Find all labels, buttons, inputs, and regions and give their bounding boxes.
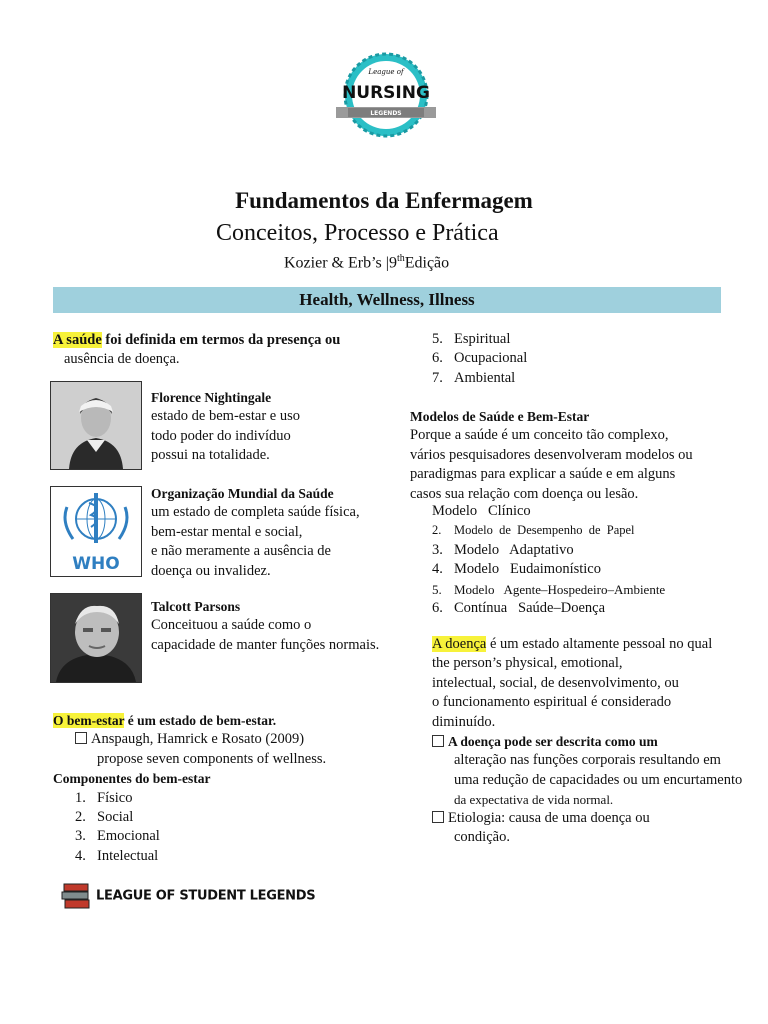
edition-suffix: th [396,253,405,264]
doenca-highlight: A doença [432,636,487,652]
svg-text:LEGENDS: LEGENDS [370,110,402,117]
logo-badge-icon [336,52,436,138]
list-item: 7. Ambiental [432,369,516,386]
document-subtitle: Conceitos, Processo e Prática [216,220,499,246]
list-item: 6. Ocupacional [432,350,528,367]
parsons-text: Talcott Parsons Conceituou a saúde como o capacidade de manter funções normais. [151,599,380,653]
book-stack-icon [60,880,92,912]
document-title: Fundamentos da Enfermagem [235,188,533,213]
models-list [432,502,665,618]
edition-label: Edição [404,254,450,272]
components-list-continued [432,330,527,388]
separator: | [385,254,389,272]
bullet-box-icon [432,735,444,747]
parsons-name: Talcott Parsons [151,599,241,614]
list-item: 5. Espiritual [432,331,511,347]
bullet-box-icon [432,811,444,823]
parsons-portrait [50,593,142,683]
bullet-box-icon [75,732,87,744]
svg-text:WHO: WHO [72,554,120,574]
list-item: 6. Contínua Saúde–Doença [432,600,606,617]
who-emblem-icon [51,487,141,576]
models-title: Modelos de Saúde e Bem-Estar [410,409,590,424]
oms-text: Organização Mundial da Saúde um estado de completa saúde física, bem-estar mental e social, e não meramente a ausência de doença ou invalidez. [151,486,360,579]
who-logo [50,486,142,577]
footer-brand-text: LEAGUE OF STUDENT LEGENDS [96,888,316,904]
portrait-icon [51,594,141,682]
bem-estar-section: O bem-estar é um estado de bem-estar. Anspaugh, Hamrick e Rosato (2009) propose seven components of wellness. Componentes do bem-estar 1. Físico 2. Social 3. Emocional 4. Intelectual [53,711,326,866]
edition-line [284,253,449,272]
nursing-legends-logo [336,52,436,138]
components-title: Componentes do bem-estar [53,771,211,787]
nightingale-name: Florence Nightingale [151,390,272,405]
etiologia: Etiologia: causa de uma doença ou condição. [432,809,650,848]
list-item: 5. Modelo Agente–Hospedeiro–Ambiente [432,581,666,597]
models-section: Modelos de Saúde e Bem-Estar Porque a saúde é um conceito tão complexo, vários pesquisadores desenvolveram modelos ou paradigmas para explicar a saúde e em alguns casos sua relação com doença ou lesão. [410,409,693,502]
bem-estar-highlight: O bem-estar [53,713,125,728]
doenca-section: A doença é um estado altamente pessoal no qual the person’s physical, emotional, intelectual, social, de desenvolvimento, ou o funcionamento espiritual é considerado diminuído. [432,636,713,730]
doenca-description: A doença pode ser descrita como um alteração nas funções corporais resultando em uma redução de capacidades ou um encurtamento da expectativa de vida normal. [432,732,742,810]
edition-number: 9 [388,254,397,272]
list-item: 3. Emocional [75,828,160,845]
list-item: 2. Modelo de Desempenho de Papel [432,523,635,538]
nightingale-text: Florence Nightingale estado de bem-estar e uso todo poder do indivíduo possui na totalidade. [151,390,300,464]
svg-text:League of: League of [368,68,404,76]
list-item: 2. Social [75,809,134,826]
saude-highlight: A saúde [53,332,102,348]
list-item: 4. Modelo Eudaimonístico [432,561,601,578]
nightingale-portrait [50,381,142,470]
oms-name: Organização Mundial da Saúde [151,486,334,501]
svg-text:NURSING: NURSING [342,83,430,103]
portrait-icon [51,382,141,469]
list-item: 1. Físico [75,789,133,806]
section-banner: Health, Wellness, Illness [53,287,721,313]
saude-definition: A saúde foi definida em termos da presença ou ausência de doença. [53,332,341,368]
list-item: 3. Modelo Adaptativo [432,541,574,558]
components-list [53,789,326,867]
list-item: Modelo Clínico [432,503,531,519]
list-item: 4. Intelectual [75,847,159,864]
footer-brand [60,880,315,912]
authors: Kozier & Erb’s [284,254,382,272]
